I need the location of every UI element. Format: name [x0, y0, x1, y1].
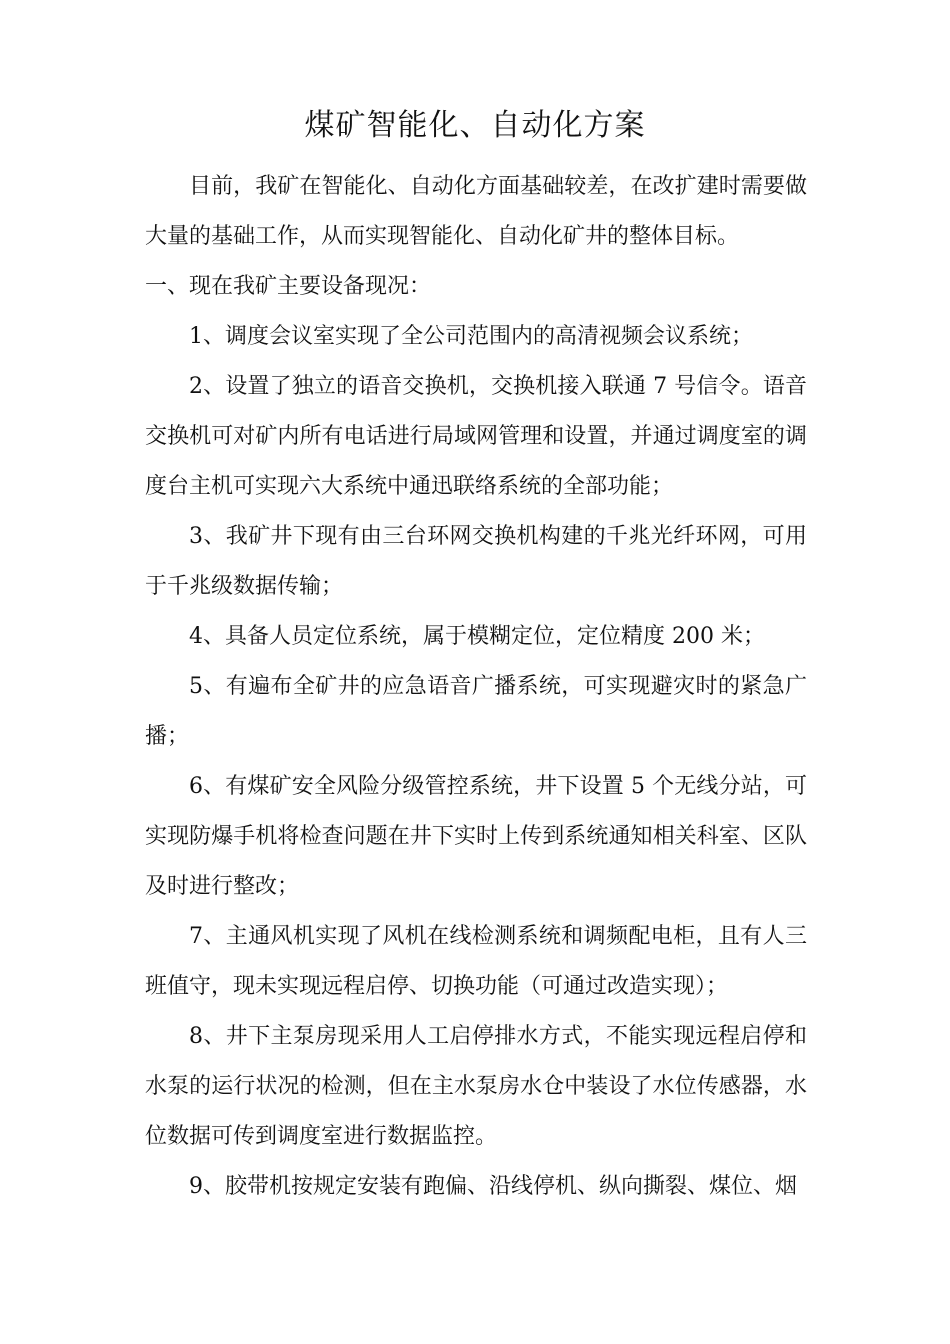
list-item: 3、我矿井下现有由三台环网交换机构建的千兆光纤环网，可用于千兆级数据传输；	[145, 524, 807, 599]
document-body	[145, 162, 807, 1212]
list-item: 2、设置了独立的语音交换机，交换机接入联通 7 号信令。语音交换机可对矿内所有电话进行局域网管理和设置，并通过调度室的调度台主机可实现六大系统中通迅联络系统的全部功能；	[145, 374, 807, 499]
list-item: 6、有煤矿安全风险分级管控系统，井下设置 5 个无线分站，可实现防爆手机将检查问题在井下实时上传到系统通知相关科室、区队及时进行整改；	[145, 774, 807, 899]
list-item: 8、井下主泵房现采用人工启停排水方式，不能实现远程启停和水泵的运行状况的检测，但在主水泵房水仓中装设了水位传感器，水位数据可传到调度室进行数据监控。	[145, 1024, 807, 1149]
list-item: 7、主通风机实现了风机在线检测系统和调频配电柜，且有人三班值守，现未实现远程启停、切换功能（可通过改造实现）；	[145, 924, 807, 999]
list-item: 5、有遍布全矿井的应急语音广播系统，可实现避灾时的紧急广播；	[145, 674, 807, 749]
intro-paragraph: 目前，我矿在智能化、自动化方面基础较差，在改扩建时需要做大量的基础工作，从而实现智能化、自动化矿井的整体目标。	[145, 174, 807, 249]
section-heading: 一、现在我矿主要设备现况：	[145, 274, 432, 299]
list-item: 4、具备人员定位系统，属于模糊定位，定位精度 200 米；	[189, 624, 765, 649]
list-item: 1、调度会议室实现了全公司范围内的高清视频会议系统；	[189, 324, 753, 349]
document-title: 煤矿智能化、自动化方案	[304, 108, 646, 143]
list-item: 9、胶带机按规定安装有跑偏、沿线停机、纵向撕裂、煤位、烟	[189, 1174, 797, 1199]
